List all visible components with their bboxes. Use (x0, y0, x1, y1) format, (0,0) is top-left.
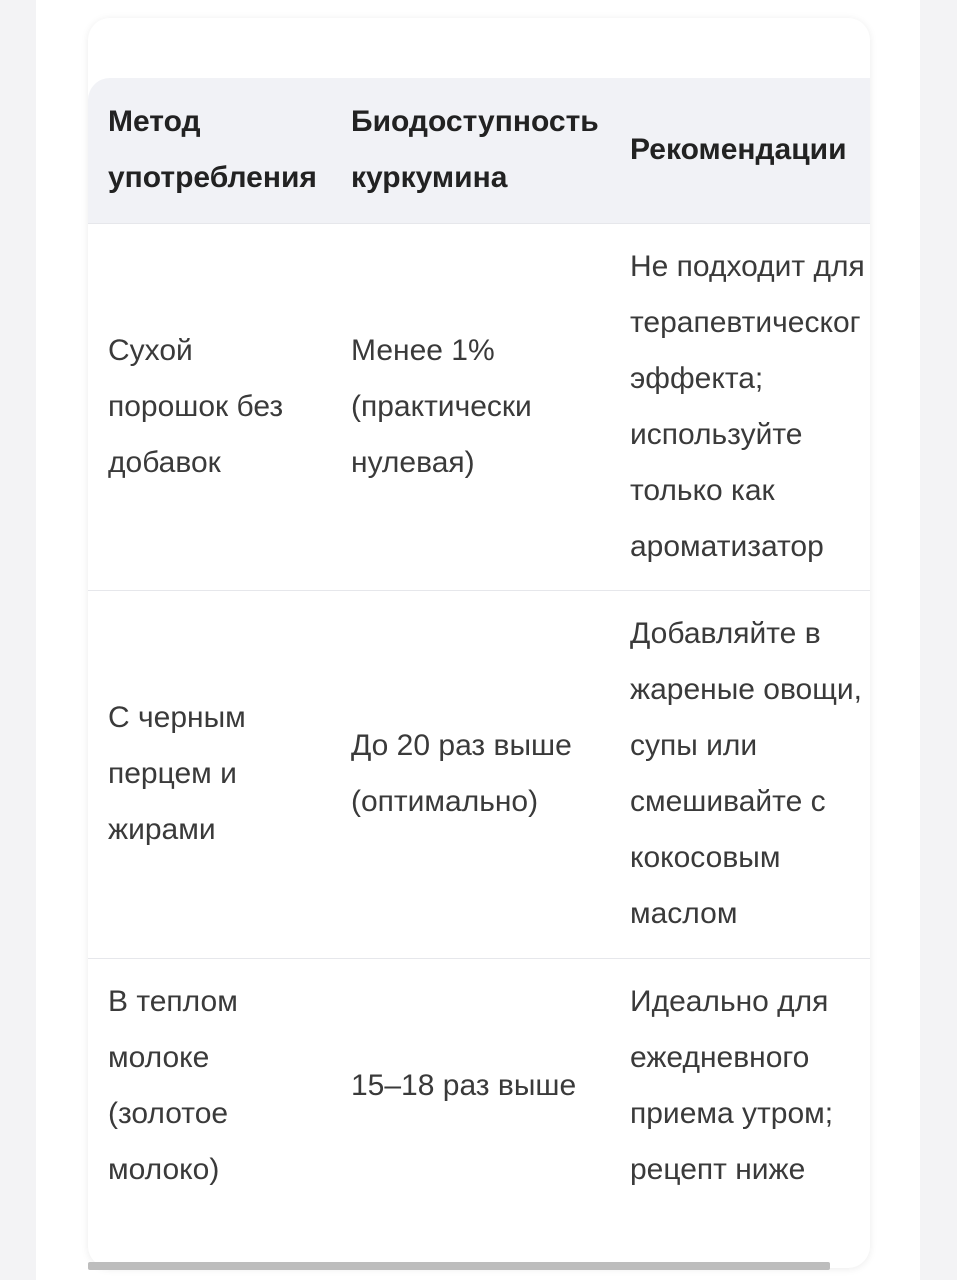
cell-line: терапевтическог (630, 305, 861, 339)
cell-line: молоке (108, 1041, 210, 1075)
header-method-line: употребления (108, 161, 317, 195)
cell-line: маслом (630, 897, 738, 930)
cell-line: эффекта; (630, 361, 764, 395)
cell-line: 15–18 раз выше (351, 1069, 577, 1103)
cell-recommendation (610, 223, 870, 590)
cell-line: Менее 1% (351, 333, 495, 367)
cell-line: (золотое (108, 1097, 229, 1131)
cell-method (88, 590, 331, 958)
cell-method (88, 958, 331, 1214)
cell-line: ежедневного (630, 1041, 810, 1075)
table-row (88, 223, 870, 590)
cell-line: Сухой (108, 333, 193, 367)
cell-line: жирами (108, 813, 216, 846)
table-scroll-container[interactable] (88, 78, 870, 1214)
cell-line: До 20 раз выше (351, 729, 572, 762)
table-header-row (88, 78, 870, 223)
cell-line: только как (630, 473, 775, 507)
header-method-line: Метод (108, 105, 201, 139)
header-bioavailability (331, 78, 610, 223)
cell-line: молоко) (108, 1153, 220, 1187)
cell-line: Не подходит для (630, 249, 865, 283)
header-recommendation-line: Рекомендации (630, 133, 847, 167)
cell-line: Добавляйте в (630, 617, 821, 650)
content-card (88, 18, 870, 1268)
cell-line: перцем и (108, 757, 237, 790)
header-bioavailability-line: куркумина (351, 161, 508, 195)
cell-line: В теплом (108, 985, 238, 1019)
cell-line: используйте (630, 417, 803, 451)
cell-line: добавок (108, 445, 221, 479)
cell-method (88, 223, 331, 590)
cell-line: С черным (108, 701, 246, 734)
cell-line: смешивайте с (630, 785, 826, 818)
cell-line: ароматизатор (630, 529, 824, 563)
cell-line: супы или (630, 729, 758, 762)
cell-line: (практически (351, 389, 532, 423)
cell-bioavailability (331, 958, 610, 1214)
turmeric-bioavailability-table (88, 78, 870, 1214)
header-recommendation (610, 78, 870, 223)
cell-line: приема утром; (630, 1097, 834, 1131)
cell-line: Идеально для (630, 985, 829, 1019)
cell-line: порошок без (108, 389, 284, 423)
cell-line: нулевая) (351, 445, 475, 479)
cell-bioavailability (331, 223, 610, 590)
header-bioavailability-line: Биодоступность (351, 105, 599, 139)
cell-recommendation (610, 590, 870, 958)
horizontal-scrollbar[interactable] (88, 1262, 830, 1270)
header-method (88, 78, 331, 223)
cell-bioavailability (331, 590, 610, 958)
table-row (88, 590, 870, 958)
cell-line: кокосовым (630, 841, 781, 874)
cell-line: жареные овощи, (630, 673, 863, 706)
cell-line: (оптимально) (351, 785, 539, 818)
cell-recommendation (610, 958, 870, 1214)
cell-line: рецепт ниже (630, 1153, 806, 1187)
table-row (88, 958, 870, 1214)
